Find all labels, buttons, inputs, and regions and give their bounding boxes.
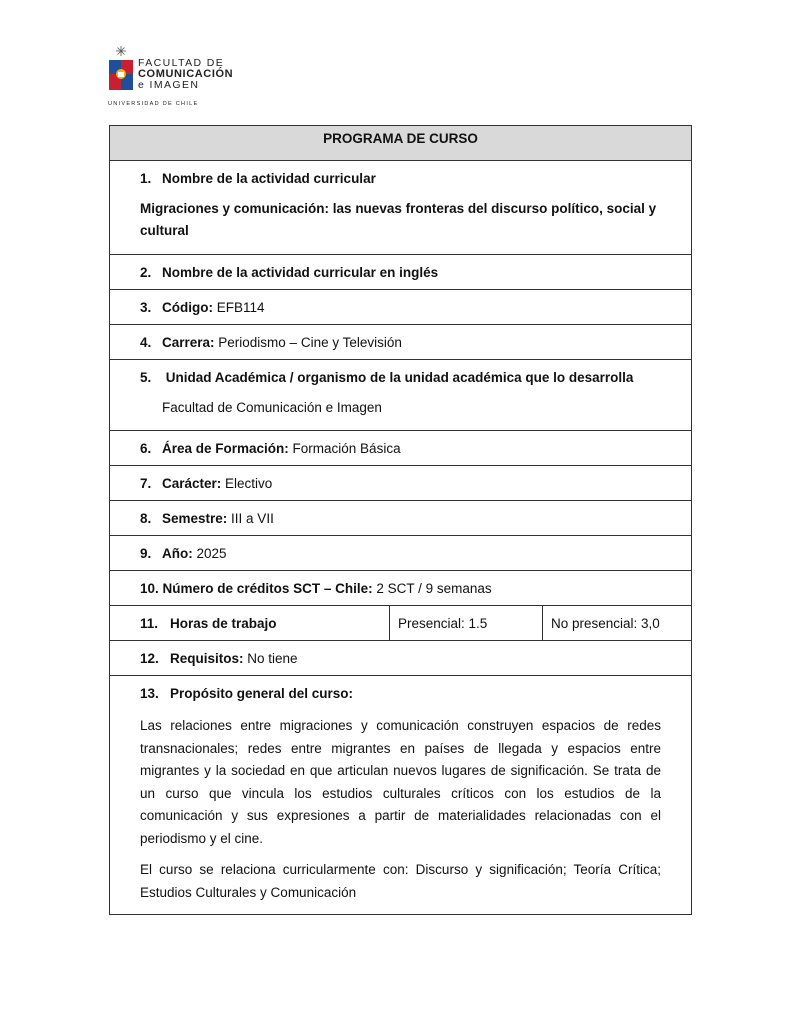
row-character [110, 466, 692, 501]
row-value: EFB114 [212, 300, 265, 315]
table-header-row [110, 126, 692, 161]
course-program-table [109, 125, 692, 915]
row-label: Área de Formación: [162, 441, 289, 456]
row-requirements [110, 641, 692, 676]
row-credits [110, 571, 692, 606]
curricular-relation-paragraph: El curso se relaciona curricularmente con: Discurso y significación; Teoría Crítica; Estudios Culturales y Comunicación [140, 862, 661, 900]
row-code [110, 290, 692, 325]
row-number: 3. [140, 300, 152, 315]
row-label: Horas de trabajo [170, 616, 277, 631]
row-value: 2025 [192, 546, 227, 561]
academic-unit-value: Facultad de Comunicación e Imagen [162, 400, 382, 415]
row-label: Semestre: [162, 511, 228, 526]
row-semester [110, 501, 692, 536]
row-number: 5. [140, 370, 152, 385]
row-label: Propósito general del curso: [170, 686, 354, 701]
activity-name-value: Migraciones y comunicación: las nuevas fronteras del discurso político, social y cultural [140, 201, 657, 238]
row-label: Carrera: [162, 335, 215, 350]
row-career [110, 325, 692, 360]
row-number: 13. [140, 686, 159, 701]
row-number: 12. [140, 651, 159, 666]
page-title: PROGRAMA DE CURSO [323, 131, 478, 146]
row-label: Año: [162, 546, 193, 561]
row-value: 2 SCT / 9 semanas [372, 581, 492, 596]
row-number: 10. [140, 581, 159, 596]
row-label: Número de créditos SCT – Chile: [162, 581, 373, 596]
row-training-area [110, 431, 692, 466]
row-label: Código: [162, 300, 213, 315]
row-number: 2. [140, 265, 152, 280]
row-value: Electivo [221, 476, 273, 491]
row-value: III a VII [227, 511, 274, 526]
row-work-hours [110, 606, 692, 641]
university-crest-icon [108, 44, 134, 96]
logo-line-3: e IMAGEN [138, 79, 200, 91]
row-academic-unit [110, 360, 692, 431]
row-year [110, 536, 692, 571]
row-number: 9. [140, 546, 152, 561]
presencial-hours: Presencial: 1.5 [398, 616, 488, 631]
faculty-logo [108, 44, 236, 110]
row-label: Unidad Académica / organismo de la unidad académica que lo desarrolla [162, 370, 634, 385]
row-number: 4. [140, 335, 152, 350]
row-value: Periodismo – Cine y Televisión [214, 335, 402, 350]
row-label: Requisitos: [170, 651, 244, 666]
logo-line-2: COMUNICACIÓN [138, 68, 234, 80]
row-activity-name-english [110, 255, 692, 290]
row-activity-name [110, 161, 692, 255]
row-value: No tiene [243, 651, 298, 666]
row-number: 11. [140, 616, 159, 631]
row-number: 8. [140, 511, 152, 526]
row-number: 1. [140, 171, 152, 186]
row-label: Nombre de la actividad curricular [162, 171, 376, 186]
row-number: 6. [140, 441, 152, 456]
row-label: Nombre de la actividad curricular en inglés [162, 265, 439, 280]
logo-line-1: FACULTAD DE [138, 57, 225, 69]
logo-university: UNIVERSIDAD DE CHILE [108, 101, 199, 107]
course-purpose-paragraph: Las relaciones entre migraciones y comunicación construyen espacios de redes transnacionales; redes entre migrantes en países de llegada y espacios entre migrantes y la sociedad en que articulan nuevos lugares de significación. Se trata de un curso que vincula los estudios culturales críticos con los estudios de la comunicación y sus expresiones a partir de materialidades relacionadas con el periodismo y el cine. [140, 718, 661, 846]
row-label: Carácter: [162, 476, 222, 491]
row-value: Formación Básica [288, 441, 401, 456]
row-number: 7. [140, 476, 152, 491]
row-course-purpose [110, 676, 692, 915]
no-presencial-hours: No presencial: 3,0 [551, 616, 660, 631]
